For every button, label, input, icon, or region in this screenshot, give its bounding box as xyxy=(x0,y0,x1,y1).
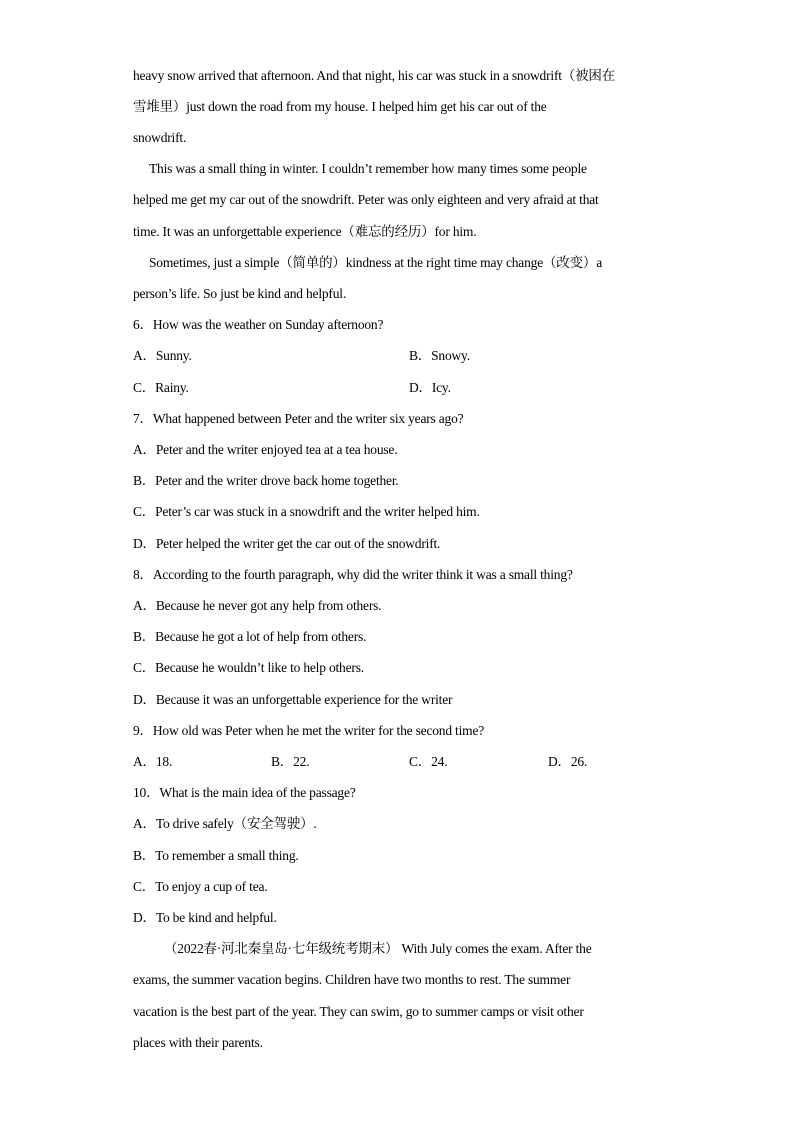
option-7c[interactable]: C．Peter’s car was stuck in a snowdrift and the writer helped him. xyxy=(133,504,480,519)
passage-line: This was a small thing in winter. I couldn’t remember how many times some people xyxy=(149,161,587,176)
option-6c[interactable]: C．Rainy. xyxy=(133,380,189,395)
passage-line: helped me get my car out of the snowdrift. Peter was only eighteen and very afraid at that xyxy=(133,192,599,207)
question-stem-9: 9．How old was Peter when he met the writer for the second time? xyxy=(133,723,485,738)
option-8c[interactable]: C．Because he wouldn’t like to help others. xyxy=(133,660,364,675)
question-stem-10: 10．What is the main idea of the passage? xyxy=(133,785,356,800)
option-8d[interactable]: D．Because it was an unforgettable experience for the writer xyxy=(133,692,453,707)
next-passage-line: places with their parents. xyxy=(133,1035,263,1050)
question-stem-6: 6．How was the weather on Sunday afternoon? xyxy=(133,317,384,332)
option-10d[interactable]: D．To be kind and helpful. xyxy=(133,910,277,925)
next-passage-line: vacation is the best part of the year. They can swim, go to summer camps or visit other xyxy=(133,1004,584,1019)
passage-line: time. It was an unforgettable experience（难忘的经历）for him. xyxy=(133,224,477,239)
next-passage-line: （2022春·河北秦皇岛·七年级统考期末） With July comes the exam. After the xyxy=(164,941,592,956)
passage-line: person’s life. So just be kind and helpful. xyxy=(133,286,346,301)
option-8b[interactable]: B．Because he got a lot of help from others. xyxy=(133,629,367,644)
option-7a[interactable]: A．Peter and the writer enjoyed tea at a tea house. xyxy=(133,442,398,457)
option-10c[interactable]: C．To enjoy a cup of tea. xyxy=(133,879,268,894)
option-9b[interactable]: B．22. xyxy=(271,754,310,769)
option-8a[interactable]: A．Because he never got any help from others. xyxy=(133,598,382,613)
option-9c[interactable]: C．24. xyxy=(409,754,448,769)
passage-line: Sometimes, just a simple（简单的）kindness at the right time may change（改变）a xyxy=(149,255,602,270)
option-9a[interactable]: A．18. xyxy=(133,754,173,769)
passage-line: heavy snow arrived that afternoon. And that night, his car was stuck in a snowdrift（被困在 xyxy=(133,68,615,83)
option-6b[interactable]: B．Snowy. xyxy=(409,348,470,363)
option-7b[interactable]: B．Peter and the writer drove back home together. xyxy=(133,473,399,488)
option-7d[interactable]: D．Peter helped the writer get the car out of the snowdrift. xyxy=(133,536,441,551)
option-10b[interactable]: B．To remember a small thing. xyxy=(133,848,299,863)
option-10a[interactable]: A．To drive safely（安全驾驶）. xyxy=(133,816,317,831)
question-stem-7: 7．What happened between Peter and the writer six years ago? xyxy=(133,411,464,426)
option-6a[interactable]: A．Sunny. xyxy=(133,348,192,363)
question-stem-8: 8．According to the fourth paragraph, why did the writer think it was a small thing? xyxy=(133,567,573,582)
next-passage-line: exams, the summer vacation begins. Children have two months to rest. The summer xyxy=(133,972,571,987)
passage-line: snowdrift. xyxy=(133,130,187,145)
passage-line: 雪堆里）just down the road from my house. I helped him get his car out of the xyxy=(133,99,547,114)
option-9d[interactable]: D．26. xyxy=(548,754,588,769)
option-6d[interactable]: D．Icy. xyxy=(409,380,451,395)
